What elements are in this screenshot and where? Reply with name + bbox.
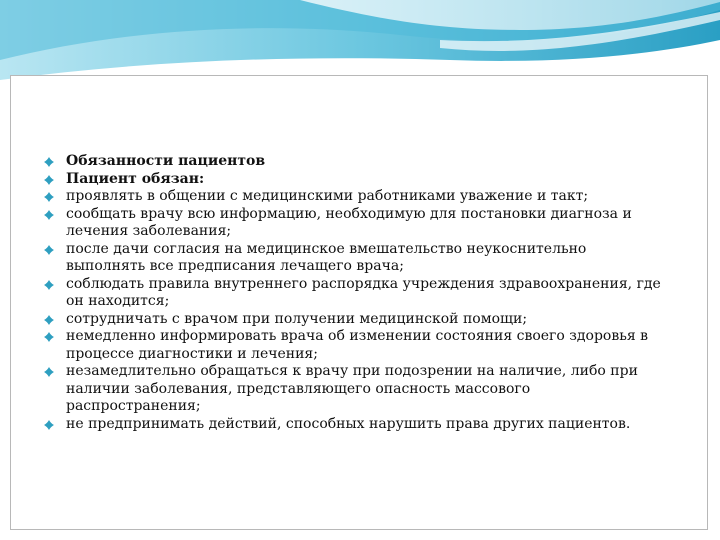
bullet-icon xyxy=(44,175,54,185)
list-item-text: проявлять в общении с медицинскими работниками уважение и такт; xyxy=(66,188,589,204)
list-item xyxy=(44,188,664,206)
bullet-icon xyxy=(44,367,54,377)
bullet-icon xyxy=(44,157,54,167)
list-item-text: немедленно информировать врача об изменении состояния своего здоровья в процессе диагностики и лечения; xyxy=(66,328,649,362)
list-item-text: Пациент обязан: xyxy=(66,170,205,187)
list-item xyxy=(44,241,664,276)
list-item xyxy=(44,206,664,241)
list-item xyxy=(44,328,664,363)
list-item xyxy=(44,171,664,189)
list-item xyxy=(44,363,664,416)
bullet-icon xyxy=(44,192,54,202)
bullet-list xyxy=(44,153,664,433)
list-item-text: сообщать врачу всю информацию, необходимую для постановки диагноза и лечения заболевания; xyxy=(66,205,632,239)
list-item-text: сотрудничать с врачом при получении медицинской помощи; xyxy=(66,310,528,327)
list-item-text: не предпринимать действий, способных нарушить права других пациентов. xyxy=(66,415,631,432)
list-item-text: соблюдать правила внутреннего распорядка учреждения здравоохранения, где он находится; xyxy=(66,275,661,309)
bullet-icon xyxy=(44,210,54,220)
list-item xyxy=(44,311,664,329)
bullet-icon xyxy=(44,245,54,255)
bullet-icon xyxy=(44,420,54,430)
slide-content xyxy=(44,153,664,433)
list-item-text: после дачи согласия на медицинское вмешательство неукоснительно выполнять все предписания лечащего врача; xyxy=(66,240,587,274)
list-item-text: Обязанности пациентов xyxy=(66,153,266,169)
list-item-text: незамедлительно обращаться к врачу при подозрении на наличие, либо при наличии заболевания, представляющего опасность массового распространения; xyxy=(66,363,638,414)
bullet-icon xyxy=(44,315,54,325)
list-item xyxy=(44,276,664,311)
list-item xyxy=(44,153,664,171)
bullet-icon xyxy=(44,280,54,290)
list-item xyxy=(44,416,664,434)
bullet-icon xyxy=(44,332,54,342)
